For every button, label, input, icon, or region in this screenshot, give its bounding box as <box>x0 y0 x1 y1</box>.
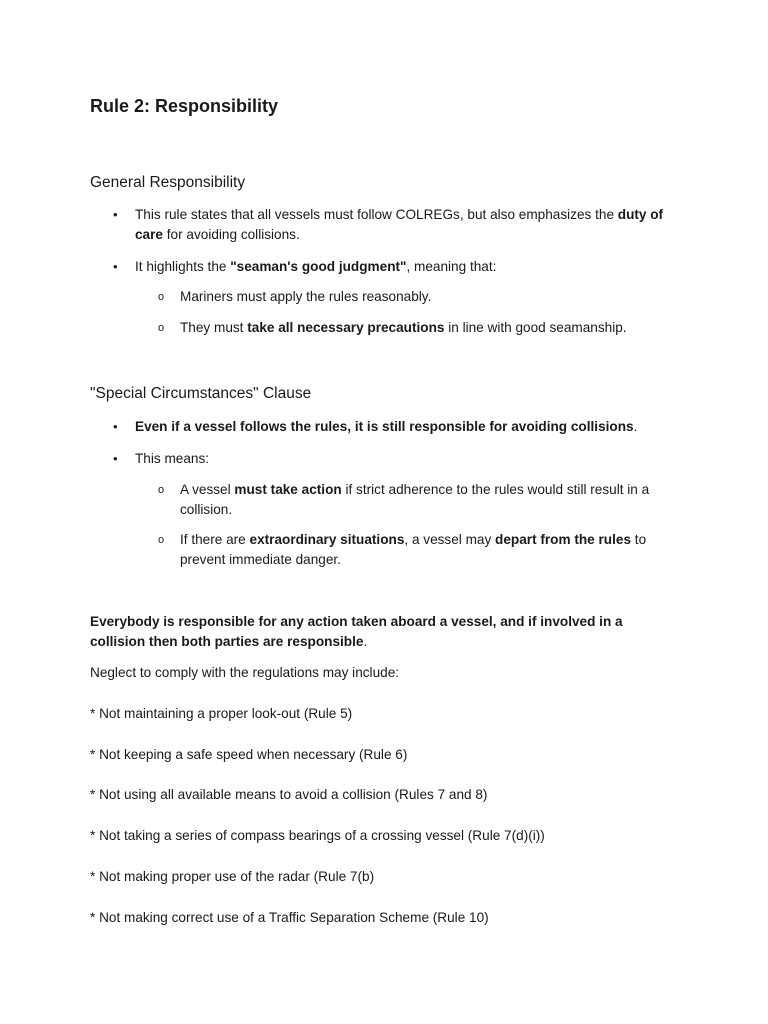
sub-bullet-must-take-action: A vessel must take action if strict adherence to the rules would still result in a collision. <box>180 482 650 517</box>
sub-bullet-marker: o <box>158 322 165 334</box>
bullet-duty-of-care: This rule states that all vessels must follow COLREGs, but also emphasizes the duty of care for avoiding collisions. <box>135 207 664 242</box>
bullet-seamans-judgment: It highlights the "seaman's good judgment", meaning that: <box>135 259 497 274</box>
sub-bullet-marker: o <box>158 534 165 546</box>
neglect-item: * Not making proper use of the radar (Rule 7(b) <box>90 869 375 884</box>
bullet-marker: • <box>113 259 118 274</box>
sub-bullet-marker: o <box>158 484 165 496</box>
page-title: Rule 2: Responsibility <box>90 96 279 116</box>
sub-bullet-apply-rules: Mariners must apply the rules reasonably. <box>180 289 432 304</box>
section-heading-general-responsibility: General Responsibility <box>90 174 246 191</box>
bullet-still-responsible: Even if a vessel follows the rules, it is still responsible for avoiding collisions. <box>135 419 638 434</box>
section-heading-special-circumstances: "Special Circumstances" Clause <box>90 385 312 402</box>
neglect-item: * Not making correct use of a Traffic Separation Scheme (Rule 10) <box>90 910 489 925</box>
bullet-marker: • <box>113 207 118 222</box>
summary-paragraph: Everybody is responsible for any action taken aboard a vessel, and if involved in a collision then both parties are responsible. <box>90 614 623 649</box>
neglect-item: * Not using all available means to avoid a collision (Rules 7 and 8) <box>90 787 488 802</box>
sub-bullet-marker: o <box>158 291 165 303</box>
neglect-item: * Not keeping a safe speed when necessary (Rule 6) <box>90 747 408 762</box>
neglect-intro: Neglect to comply with the regulations may include: <box>90 665 400 680</box>
bullet-marker: • <box>113 419 118 434</box>
bullet-this-means: This means: <box>135 451 210 466</box>
neglect-item: * Not maintaining a proper look-out (Rule 5) <box>90 706 353 721</box>
sub-bullet-precautions: They must take all necessary precautions in line with good seamanship. <box>180 320 627 335</box>
sub-bullet-depart-from-rules: If there are extraordinary situations, a vessel may depart from the rules to prevent immediate danger. <box>180 532 647 567</box>
neglect-item: * Not taking a series of compass bearings of a crossing vessel (Rule 7(d)(i)) <box>90 828 545 843</box>
bullet-marker: • <box>113 451 118 466</box>
